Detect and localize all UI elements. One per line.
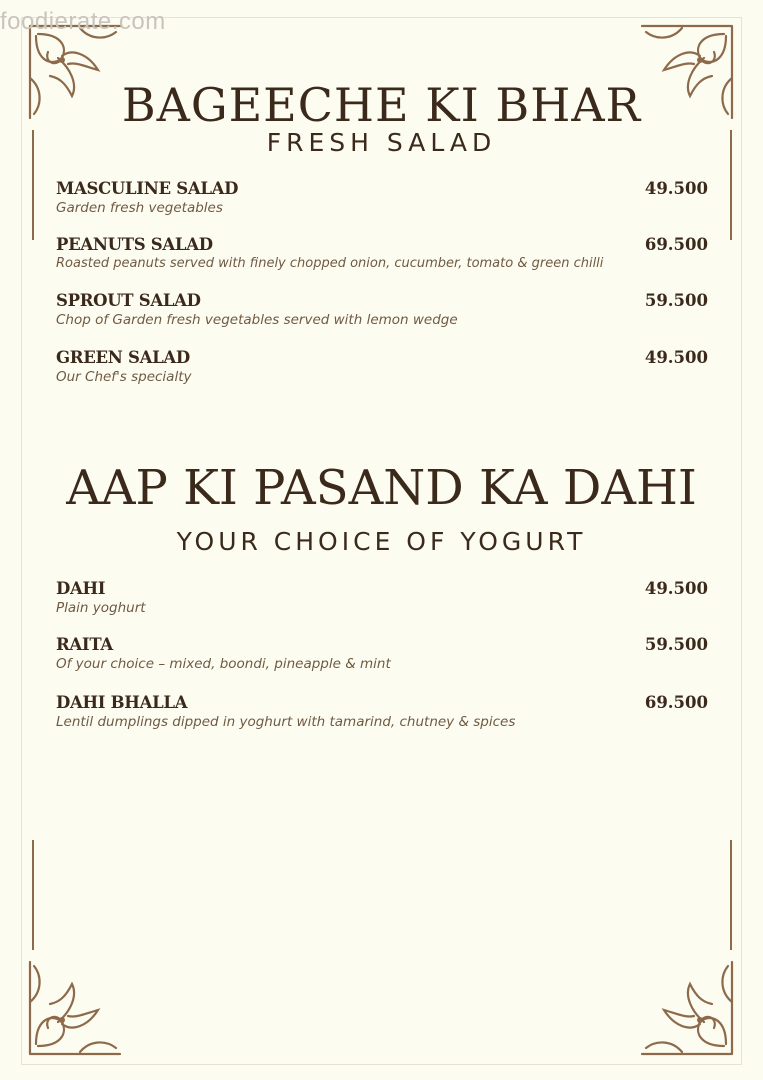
item-description: Our Chef's specialty <box>56 369 192 385</box>
right-border-line-bottom <box>730 840 732 950</box>
item-name: GREEN SALAD <box>56 348 190 367</box>
section-subtitle-yogurt: YOUR CHOICE OF YOGURT <box>176 527 587 556</box>
menu-item <box>56 348 708 392</box>
item-description: Lentil dumplings dipped in yoghurt with tamarind, chutney & spices <box>56 714 516 730</box>
menu-item <box>56 693 708 737</box>
section-subtitle-salad: FRESH SALAD <box>266 128 497 157</box>
section-title-yogurt: AAP KI PASAND KA DAHI <box>66 460 697 516</box>
item-price: 49.500 <box>644 348 708 367</box>
item-description: Chop of Garden fresh vegetables served with lemon wedge <box>56 312 458 328</box>
item-name: DAHI <box>56 579 106 598</box>
item-price: 69.500 <box>644 235 708 254</box>
item-description: Of your choice – mixed, boondi, pineapple & mint <box>56 656 391 672</box>
item-price: 49.500 <box>644 579 708 598</box>
item-description: Garden fresh vegetables <box>56 200 223 216</box>
item-name: MASCULINE SALAD <box>56 179 239 198</box>
corner-ornament-bottom-left-icon <box>20 952 130 1062</box>
section-title-salad: BAGEECHE KI BHAR <box>121 78 642 132</box>
menu-item <box>56 179 708 223</box>
item-price: 69.500 <box>644 693 708 712</box>
left-border-line-bottom <box>32 840 34 950</box>
menu-item <box>56 291 708 335</box>
menu-item <box>56 235 708 279</box>
item-description: Plain yoghurt <box>56 600 146 616</box>
menu-item <box>56 579 708 623</box>
item-name: PEANUTS SALAD <box>56 235 213 254</box>
menu-item <box>56 635 708 679</box>
item-name: RAITA <box>56 635 113 654</box>
watermark-text: foodierate.com <box>0 8 166 35</box>
item-price: 59.500 <box>644 635 708 654</box>
item-name: DAHI BHALLA <box>56 693 188 712</box>
item-price: 59.500 <box>644 291 708 310</box>
item-name: SPROUT SALAD <box>56 291 201 310</box>
item-description: Roasted peanuts served with finely chopped onion, cucumber, tomato & green chilli <box>56 256 604 271</box>
corner-ornament-bottom-right-icon <box>632 952 742 1062</box>
item-price: 49.500 <box>644 179 708 198</box>
